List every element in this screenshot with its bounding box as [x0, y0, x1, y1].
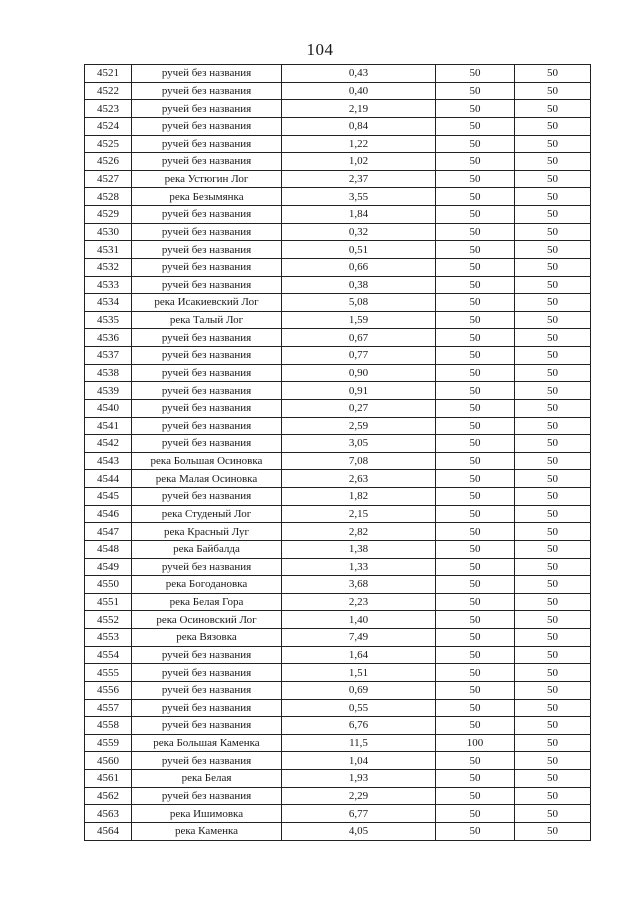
- table-body: [85, 65, 591, 841]
- strip-width-cell: 50: [515, 664, 591, 682]
- length-cell: 3,55: [282, 188, 436, 206]
- water-body-name-cell: ручей без названия: [132, 664, 282, 682]
- row-number-cell: 4537: [85, 347, 132, 365]
- zone-width-cell: 50: [436, 82, 515, 100]
- zone-width-cell: 50: [436, 276, 515, 294]
- zone-width-cell: 50: [436, 223, 515, 241]
- length-cell: 2,15: [282, 505, 436, 523]
- zone-width-cell: 50: [436, 435, 515, 453]
- table-row: [85, 770, 591, 788]
- zone-width-cell: 50: [436, 681, 515, 699]
- table-row: [85, 664, 591, 682]
- zone-width-cell: 50: [436, 787, 515, 805]
- length-cell: 1,38: [282, 540, 436, 558]
- length-cell: 11,5: [282, 734, 436, 752]
- table-row: [85, 488, 591, 506]
- row-number-cell: 4556: [85, 681, 132, 699]
- table-row: [85, 206, 591, 224]
- water-body-name-cell: ручей без названия: [132, 435, 282, 453]
- row-number-cell: 4535: [85, 311, 132, 329]
- table-row: [85, 65, 591, 83]
- length-cell: 0,84: [282, 117, 436, 135]
- table-row: [85, 734, 591, 752]
- strip-width-cell: 50: [515, 822, 591, 840]
- length-cell: 0,69: [282, 681, 436, 699]
- water-body-name-cell: река Каменка: [132, 822, 282, 840]
- length-cell: 1,59: [282, 311, 436, 329]
- strip-width-cell: 50: [515, 241, 591, 259]
- zone-width-cell: 50: [436, 805, 515, 823]
- zone-width-cell: 50: [436, 188, 515, 206]
- water-body-name-cell: ручей без названия: [132, 117, 282, 135]
- length-cell: 0,40: [282, 82, 436, 100]
- water-body-name-cell: река Студеный Лог: [132, 505, 282, 523]
- length-cell: 0,77: [282, 347, 436, 365]
- water-body-name-cell: река Красный Луг: [132, 523, 282, 541]
- row-number-cell: 4561: [85, 770, 132, 788]
- length-cell: 0,51: [282, 241, 436, 259]
- length-cell: 2,19: [282, 100, 436, 118]
- row-number-cell: 4553: [85, 629, 132, 647]
- table-row: [85, 117, 591, 135]
- zone-width-cell: 50: [436, 311, 515, 329]
- water-body-name-cell: река Устюгин Лог: [132, 170, 282, 188]
- table-row: [85, 576, 591, 594]
- strip-width-cell: 50: [515, 329, 591, 347]
- table-row: [85, 329, 591, 347]
- row-number-cell: 4550: [85, 576, 132, 594]
- row-number-cell: 4531: [85, 241, 132, 259]
- rivers-table: [84, 64, 591, 841]
- table-row: [85, 505, 591, 523]
- table-row: [85, 646, 591, 664]
- row-number-cell: 4540: [85, 399, 132, 417]
- length-cell: 1,64: [282, 646, 436, 664]
- zone-width-cell: 50: [436, 488, 515, 506]
- row-number-cell: 4552: [85, 611, 132, 629]
- row-number-cell: 4522: [85, 82, 132, 100]
- length-cell: 1,33: [282, 558, 436, 576]
- length-cell: 3,68: [282, 576, 436, 594]
- zone-width-cell: 50: [436, 399, 515, 417]
- strip-width-cell: 50: [515, 188, 591, 206]
- zone-width-cell: 50: [436, 329, 515, 347]
- strip-width-cell: 50: [515, 223, 591, 241]
- strip-width-cell: 50: [515, 523, 591, 541]
- strip-width-cell: 50: [515, 540, 591, 558]
- row-number-cell: 4558: [85, 717, 132, 735]
- length-cell: 1,02: [282, 153, 436, 171]
- length-cell: 3,05: [282, 435, 436, 453]
- strip-width-cell: 50: [515, 593, 591, 611]
- zone-width-cell: 50: [436, 117, 515, 135]
- zone-width-cell: 50: [436, 523, 515, 541]
- water-body-name-cell: река Белая Гора: [132, 593, 282, 611]
- water-body-name-cell: ручей без названия: [132, 135, 282, 153]
- water-body-name-cell: ручей без названия: [132, 558, 282, 576]
- row-number-cell: 4560: [85, 752, 132, 770]
- table-row: [85, 311, 591, 329]
- length-cell: 0,38: [282, 276, 436, 294]
- zone-width-cell: 50: [436, 505, 515, 523]
- strip-width-cell: 50: [515, 435, 591, 453]
- water-body-name-cell: ручей без названия: [132, 329, 282, 347]
- water-body-name-cell: ручей без названия: [132, 699, 282, 717]
- table-row: [85, 417, 591, 435]
- zone-width-cell: 50: [436, 170, 515, 188]
- length-cell: 5,08: [282, 294, 436, 312]
- water-body-name-cell: река Малая Осиновка: [132, 470, 282, 488]
- water-body-name-cell: ручей без названия: [132, 787, 282, 805]
- zone-width-cell: 50: [436, 470, 515, 488]
- length-cell: 0,43: [282, 65, 436, 83]
- zone-width-cell: 50: [436, 347, 515, 365]
- water-body-name-cell: ручей без названия: [132, 417, 282, 435]
- strip-width-cell: 50: [515, 576, 591, 594]
- table-row: [85, 523, 591, 541]
- table-row: [85, 752, 591, 770]
- strip-width-cell: 50: [515, 488, 591, 506]
- strip-width-cell: 50: [515, 276, 591, 294]
- length-cell: 1,82: [282, 488, 436, 506]
- row-number-cell: 4563: [85, 805, 132, 823]
- row-number-cell: 4544: [85, 470, 132, 488]
- strip-width-cell: 50: [515, 752, 591, 770]
- water-body-name-cell: река Талый Лог: [132, 311, 282, 329]
- strip-width-cell: 50: [515, 505, 591, 523]
- length-cell: 1,51: [282, 664, 436, 682]
- water-body-name-cell: река Ишимовка: [132, 805, 282, 823]
- length-cell: 0,55: [282, 699, 436, 717]
- water-body-name-cell: река Большая Каменка: [132, 734, 282, 752]
- row-number-cell: 4546: [85, 505, 132, 523]
- water-body-name-cell: ручей без названия: [132, 752, 282, 770]
- strip-width-cell: 50: [515, 117, 591, 135]
- table-row: [85, 558, 591, 576]
- zone-width-cell: 50: [436, 364, 515, 382]
- zone-width-cell: 50: [436, 241, 515, 259]
- row-number-cell: 4533: [85, 276, 132, 294]
- water-body-name-cell: река Осиновский Лог: [132, 611, 282, 629]
- water-body-name-cell: река Исакиевский Лог: [132, 294, 282, 312]
- zone-width-cell: 50: [436, 629, 515, 647]
- length-cell: 0,32: [282, 223, 436, 241]
- row-number-cell: 4555: [85, 664, 132, 682]
- water-body-name-cell: ручей без названия: [132, 100, 282, 118]
- water-body-name-cell: ручей без названия: [132, 646, 282, 664]
- water-body-name-cell: ручей без названия: [132, 241, 282, 259]
- zone-width-cell: 50: [436, 664, 515, 682]
- water-body-name-cell: ручей без названия: [132, 153, 282, 171]
- row-number-cell: 4532: [85, 258, 132, 276]
- table-row: [85, 364, 591, 382]
- water-body-name-cell: ручей без названия: [132, 347, 282, 365]
- strip-width-cell: 50: [515, 699, 591, 717]
- zone-width-cell: 50: [436, 558, 515, 576]
- table-row: [85, 258, 591, 276]
- rivers-table-container: [84, 64, 591, 841]
- strip-width-cell: 50: [515, 364, 591, 382]
- row-number-cell: 4542: [85, 435, 132, 453]
- length-cell: 0,91: [282, 382, 436, 400]
- strip-width-cell: 50: [515, 382, 591, 400]
- length-cell: 2,23: [282, 593, 436, 611]
- zone-width-cell: 50: [436, 258, 515, 276]
- zone-width-cell: 50: [436, 135, 515, 153]
- table-row: [85, 787, 591, 805]
- row-number-cell: 4541: [85, 417, 132, 435]
- row-number-cell: 4551: [85, 593, 132, 611]
- water-body-name-cell: река Белая: [132, 770, 282, 788]
- row-number-cell: 4557: [85, 699, 132, 717]
- table-row: [85, 188, 591, 206]
- zone-width-cell: 50: [436, 752, 515, 770]
- length-cell: 2,29: [282, 787, 436, 805]
- water-body-name-cell: река Безымянка: [132, 188, 282, 206]
- zone-width-cell: 50: [436, 770, 515, 788]
- strip-width-cell: 50: [515, 294, 591, 312]
- strip-width-cell: 50: [515, 206, 591, 224]
- water-body-name-cell: ручей без названия: [132, 82, 282, 100]
- length-cell: 0,67: [282, 329, 436, 347]
- zone-width-cell: 50: [436, 100, 515, 118]
- row-number-cell: 4554: [85, 646, 132, 664]
- row-number-cell: 4547: [85, 523, 132, 541]
- table-row: [85, 805, 591, 823]
- table-row: [85, 276, 591, 294]
- row-number-cell: 4538: [85, 364, 132, 382]
- zone-width-cell: 50: [436, 646, 515, 664]
- strip-width-cell: 50: [515, 347, 591, 365]
- zone-width-cell: 50: [436, 540, 515, 558]
- strip-width-cell: 50: [515, 399, 591, 417]
- row-number-cell: 4549: [85, 558, 132, 576]
- water-body-name-cell: ручей без названия: [132, 382, 282, 400]
- zone-width-cell: 50: [436, 452, 515, 470]
- strip-width-cell: 50: [515, 311, 591, 329]
- table-row: [85, 170, 591, 188]
- row-number-cell: 4545: [85, 488, 132, 506]
- strip-width-cell: 50: [515, 805, 591, 823]
- page-number: 104: [306, 40, 334, 59]
- water-body-name-cell: ручей без названия: [132, 223, 282, 241]
- strip-width-cell: 50: [515, 470, 591, 488]
- strip-width-cell: 50: [515, 417, 591, 435]
- zone-width-cell: 50: [436, 417, 515, 435]
- row-number-cell: 4548: [85, 540, 132, 558]
- table-row: [85, 681, 591, 699]
- strip-width-cell: 50: [515, 681, 591, 699]
- strip-width-cell: 50: [515, 629, 591, 647]
- table-row: [85, 435, 591, 453]
- water-body-name-cell: река Вязовка: [132, 629, 282, 647]
- length-cell: 0,66: [282, 258, 436, 276]
- strip-width-cell: 50: [515, 770, 591, 788]
- water-body-name-cell: ручей без названия: [132, 258, 282, 276]
- row-number-cell: 4534: [85, 294, 132, 312]
- length-cell: 0,90: [282, 364, 436, 382]
- water-body-name-cell: ручей без названия: [132, 488, 282, 506]
- water-body-name-cell: ручей без названия: [132, 681, 282, 699]
- zone-width-cell: 50: [436, 576, 515, 594]
- table-row: [85, 452, 591, 470]
- table-row: [85, 593, 591, 611]
- zone-width-cell: 50: [436, 382, 515, 400]
- row-number-cell: 4543: [85, 452, 132, 470]
- water-body-name-cell: ручей без названия: [132, 276, 282, 294]
- zone-width-cell: 50: [436, 611, 515, 629]
- length-cell: 6,77: [282, 805, 436, 823]
- table-row: [85, 399, 591, 417]
- row-number-cell: 4529: [85, 206, 132, 224]
- length-cell: 1,22: [282, 135, 436, 153]
- row-number-cell: 4526: [85, 153, 132, 171]
- length-cell: 1,84: [282, 206, 436, 224]
- zone-width-cell: 50: [436, 593, 515, 611]
- row-number-cell: 4527: [85, 170, 132, 188]
- strip-width-cell: 50: [515, 717, 591, 735]
- strip-width-cell: 50: [515, 100, 591, 118]
- table-row: [85, 629, 591, 647]
- length-cell: 2,63: [282, 470, 436, 488]
- strip-width-cell: 50: [515, 734, 591, 752]
- row-number-cell: 4539: [85, 382, 132, 400]
- strip-width-cell: 50: [515, 787, 591, 805]
- row-number-cell: 4564: [85, 822, 132, 840]
- table-row: [85, 241, 591, 259]
- zone-width-cell: 50: [436, 294, 515, 312]
- row-number-cell: 4521: [85, 65, 132, 83]
- length-cell: 2,82: [282, 523, 436, 541]
- zone-width-cell: 50: [436, 699, 515, 717]
- strip-width-cell: 50: [515, 646, 591, 664]
- table-row: [85, 294, 591, 312]
- table-row: [85, 153, 591, 171]
- strip-width-cell: 50: [515, 452, 591, 470]
- row-number-cell: 4559: [85, 734, 132, 752]
- table-row: [85, 611, 591, 629]
- water-body-name-cell: ручей без названия: [132, 65, 282, 83]
- strip-width-cell: 50: [515, 82, 591, 100]
- row-number-cell: 4525: [85, 135, 132, 153]
- strip-width-cell: 50: [515, 611, 591, 629]
- table-row: [85, 135, 591, 153]
- length-cell: 2,37: [282, 170, 436, 188]
- table-row: [85, 100, 591, 118]
- table-row: [85, 82, 591, 100]
- zone-width-cell: 100: [436, 734, 515, 752]
- length-cell: 7,08: [282, 452, 436, 470]
- zone-width-cell: 50: [436, 822, 515, 840]
- table-row: [85, 822, 591, 840]
- water-body-name-cell: ручей без названия: [132, 206, 282, 224]
- strip-width-cell: 50: [515, 65, 591, 83]
- strip-width-cell: 50: [515, 170, 591, 188]
- table-row: [85, 717, 591, 735]
- row-number-cell: 4523: [85, 100, 132, 118]
- zone-width-cell: 50: [436, 206, 515, 224]
- length-cell: 1,40: [282, 611, 436, 629]
- length-cell: 1,04: [282, 752, 436, 770]
- length-cell: 1,93: [282, 770, 436, 788]
- strip-width-cell: 50: [515, 153, 591, 171]
- length-cell: 7,49: [282, 629, 436, 647]
- water-body-name-cell: река Байбалда: [132, 540, 282, 558]
- zone-width-cell: 50: [436, 717, 515, 735]
- table-row: [85, 540, 591, 558]
- length-cell: 0,27: [282, 399, 436, 417]
- length-cell: 6,76: [282, 717, 436, 735]
- table-row: [85, 382, 591, 400]
- water-body-name-cell: ручей без названия: [132, 364, 282, 382]
- row-number-cell: 4524: [85, 117, 132, 135]
- table-row: [85, 347, 591, 365]
- water-body-name-cell: река Большая Осиновка: [132, 452, 282, 470]
- length-cell: 4,05: [282, 822, 436, 840]
- table-row: [85, 223, 591, 241]
- row-number-cell: 4530: [85, 223, 132, 241]
- strip-width-cell: 50: [515, 258, 591, 276]
- water-body-name-cell: ручей без названия: [132, 399, 282, 417]
- strip-width-cell: 50: [515, 558, 591, 576]
- water-body-name-cell: река Богодановка: [132, 576, 282, 594]
- row-number-cell: 4528: [85, 188, 132, 206]
- strip-width-cell: 50: [515, 135, 591, 153]
- water-body-name-cell: ручей без названия: [132, 717, 282, 735]
- row-number-cell: 4562: [85, 787, 132, 805]
- length-cell: 2,59: [282, 417, 436, 435]
- zone-width-cell: 50: [436, 153, 515, 171]
- zone-width-cell: 50: [436, 65, 515, 83]
- row-number-cell: 4536: [85, 329, 132, 347]
- table-row: [85, 470, 591, 488]
- table-row: [85, 699, 591, 717]
